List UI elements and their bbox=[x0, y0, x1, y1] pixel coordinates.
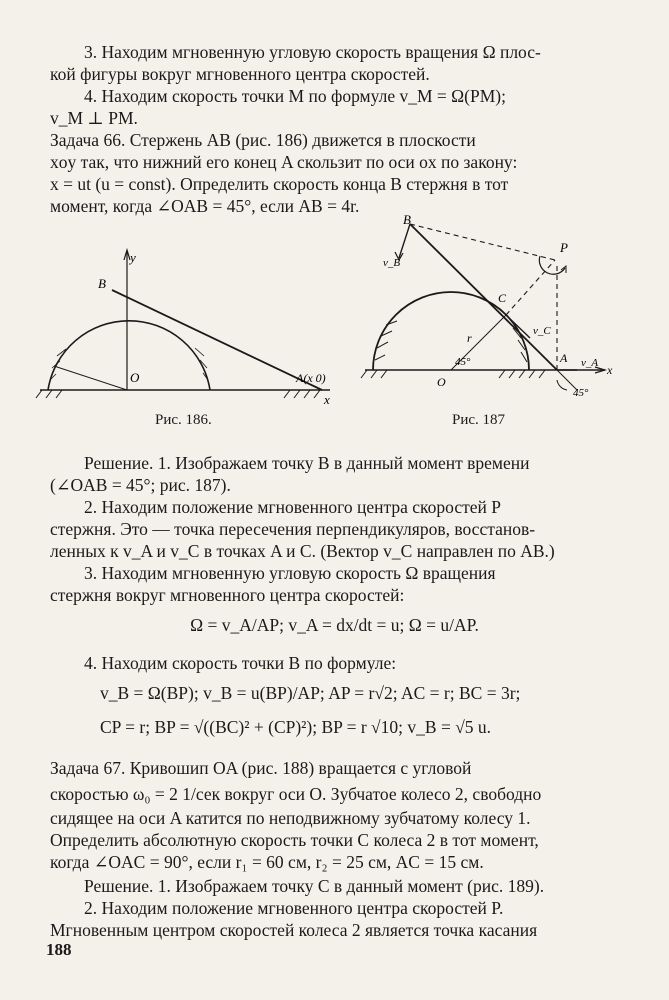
caption-fig-186: Рис. 186. bbox=[155, 412, 212, 428]
figure-186 bbox=[30, 240, 350, 415]
formula-bp: CP = r; BP = √((BC)² + (CP)²); BP = r √10; v_B = √5 u. bbox=[100, 717, 492, 737]
text-line-2: кой фигуры вокруг мгновенного центра скоростей. bbox=[50, 64, 430, 84]
text-line-26: 2. Находим положение мгновенного центра скоростей P. bbox=[84, 898, 504, 918]
fig187-label-o: O bbox=[437, 375, 446, 389]
fig187-label-a: A bbox=[560, 351, 568, 365]
fig187-label-b: B bbox=[403, 212, 411, 227]
problem-66-title: Задача 66. Стержень AB (рис. 186) движется в плоскости bbox=[50, 130, 476, 150]
text-line-1: 3. Находим мгновенную угловую скорость вращения Ω плос- bbox=[84, 42, 541, 62]
text-line-10: (∠OAB = 45°; рис. 187). bbox=[50, 475, 231, 495]
text-line-24: когда ∠OAC = 90°, если r₁ = 60 см, r₂ = 25 см, AC = 15 см. bbox=[50, 852, 484, 872]
caption-fig-187: Рис. 187 bbox=[452, 412, 506, 428]
text-line-23: Определить абсолютную скорость точки C колеса 2 в тот момент, bbox=[50, 830, 539, 850]
fig187-label-r: r bbox=[467, 331, 472, 345]
solution-67-line-1: Решение. 1. Изображаем точку C в данный момент (рис. 189). bbox=[84, 876, 545, 896]
text-line-14: 3. Находим мгновенную угловую скорость Ω вращения bbox=[84, 563, 496, 583]
text-line-15: стержня вокруг мгновенного центра скоростей: bbox=[50, 585, 405, 605]
text-line-21: скоростью ω₀ = 2 1/сек вокруг оси O. Зубчатое колесо 2, свободно bbox=[50, 784, 542, 804]
text-line-4: v_M ⊥ PM. bbox=[50, 108, 138, 128]
figure-187 bbox=[355, 210, 625, 410]
fig186-label-x: x bbox=[324, 392, 330, 407]
text-line-13: ленных к v_A и v_C в точках A и C. (Вектор v_C направлен по AB.) bbox=[50, 541, 555, 561]
text-line-12: стержня. Это — точка пересечения перпендикуляров, восстанов- bbox=[50, 519, 536, 539]
fig186-label-a: A(x 0) bbox=[296, 371, 326, 385]
text-line-6: xoy так, что нижний его конец A скользит по оси ox по закону: bbox=[50, 152, 518, 172]
fig187-label-x: x bbox=[607, 363, 613, 377]
fig187-label-c: C bbox=[498, 291, 507, 305]
formula-omega: Ω = v_A/AP; v_A = dx/dt = u; Ω = u/AP. bbox=[190, 615, 479, 635]
text-line-27: Мгновенным центром скоростей колеса 2 является точка касания bbox=[50, 920, 538, 940]
fig187-label-va: v_A bbox=[581, 357, 599, 369]
text-line-17: 4. Находим скорость точки B по формуле: bbox=[84, 653, 397, 673]
text-line-7: x = ut (u = const). Определить скорость конца B стержня в тот bbox=[50, 174, 509, 194]
text-line-3: 4. Находим скорость точки M по формуле v_M = Ω(PM); bbox=[84, 86, 506, 106]
text-line-8: момент, когда ∠OAB = 45°, если AB = 4r. bbox=[50, 196, 360, 216]
page-number: 188 bbox=[46, 940, 72, 959]
fig186-label-y: y bbox=[130, 250, 136, 265]
fig187-label-vc: v_C bbox=[533, 325, 551, 337]
fig186-label-o: O bbox=[130, 370, 140, 385]
fig187-label-vb: v_B bbox=[383, 257, 401, 269]
formula-vb: v_B = Ω(BP); v_B = u(BP)/AP; AP = r√2; AC = r; BC = 3r; bbox=[100, 683, 521, 703]
solution-66-line-1: Решение. 1. Изображаем точку B в данный момент времени bbox=[84, 453, 530, 473]
fig187-label-45-inner: 45° bbox=[455, 356, 471, 368]
fig186-label-b: B bbox=[98, 276, 106, 291]
fig187-label-45-outer: 45° bbox=[573, 387, 589, 399]
text-line-22: сидящее на оси A катится по неподвижному зубчатому колесу 1. bbox=[50, 808, 531, 828]
fig187-label-p: P bbox=[560, 240, 568, 255]
text-line-11: 2. Находим положение мгновенного центра скоростей P bbox=[84, 497, 502, 517]
problem-67-title: Задача 67. Кривошип OA (рис. 188) вращается с угловой bbox=[50, 758, 472, 778]
